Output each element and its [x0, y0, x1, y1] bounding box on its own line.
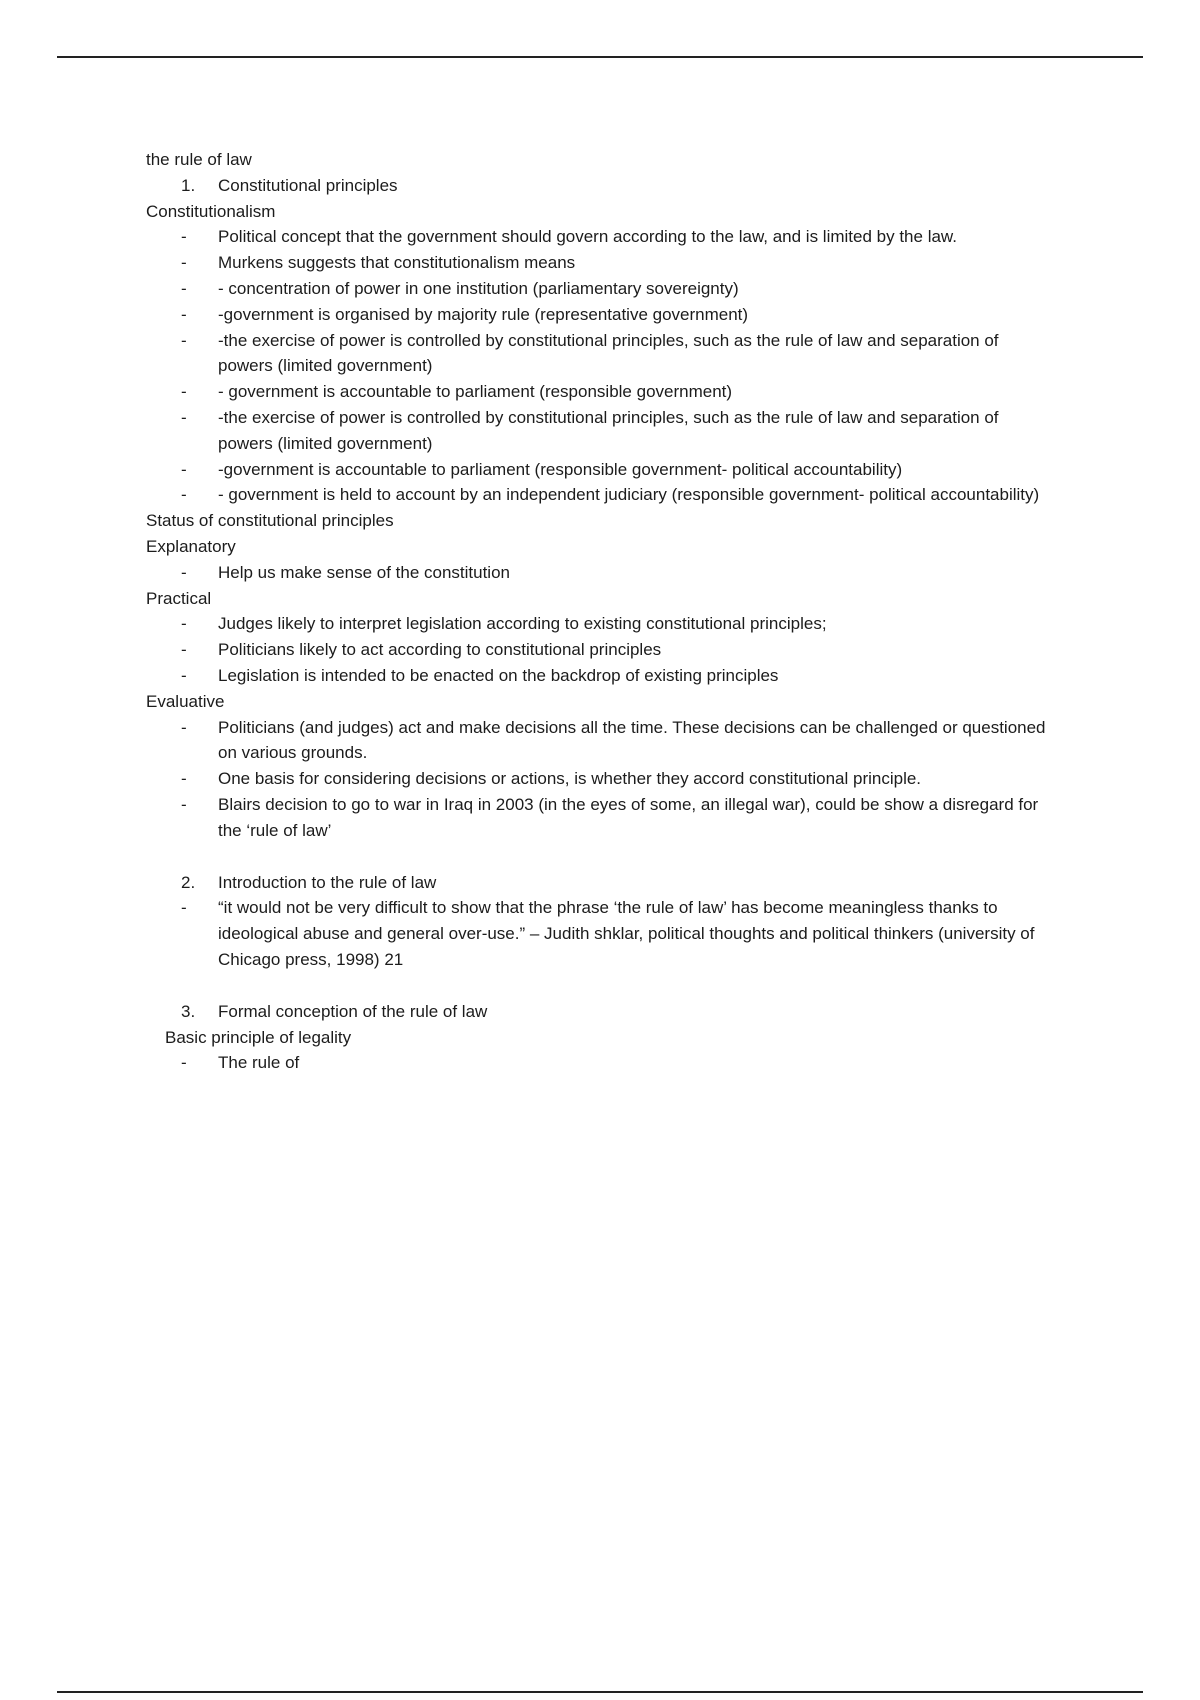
list-item-text: “it would not be very difficult to show that the phrase ‘the rule of law’ has become meaningless thanks to ideological abuse and general over-use.” – Judith shklar, political thoughts and political thinkers (university of Chicago press, 1998) 21 [218, 898, 1035, 969]
list-item-text: -government is accountable to parliament (responsible government- political accountability) [218, 459, 903, 479]
list-item [146, 457, 1046, 483]
list-item [146, 1050, 1046, 1076]
list-item [146, 715, 1046, 767]
section-2-heading [146, 870, 1046, 896]
list-item-text: -the exercise of power is controlled by constitutional principles, such as the rule of law and separation of powers (limited government) [218, 330, 999, 376]
subheading-status: Status of constitutional principles [146, 511, 394, 531]
bullet-dash: - [181, 717, 187, 737]
list-item [146, 405, 1046, 457]
section-title: Formal conception of the rule of law [218, 1001, 488, 1021]
section-1-heading [146, 173, 1046, 199]
list-item [146, 328, 1046, 380]
bullet-dash: - [181, 227, 187, 247]
bullet-dash: - [181, 407, 187, 427]
footer-rule [57, 1691, 1143, 1693]
list-item-text: Judges likely to interpret legislation according to existing constitutional principles; [218, 614, 827, 634]
subheading-legality: Basic principle of legality [165, 1027, 352, 1047]
bullet-dash: - [181, 769, 187, 789]
list-item [146, 611, 1046, 637]
list-item [146, 560, 1046, 586]
bullet-dash: - [181, 382, 187, 402]
list-item-text: - government is accountable to parliament (responsible government) [218, 382, 733, 402]
bullet-dash: - [181, 794, 187, 814]
bullet-dash: - [181, 330, 187, 350]
list-item-text: - government is held to account by an independent judiciary (responsible government- political accountability) [218, 485, 1040, 505]
list-item-text: -the exercise of power is controlled by constitutional principles, such as the rule of law and separation of powers (limited government) [218, 407, 999, 453]
section-3-heading [146, 999, 1046, 1025]
list-item-text: One basis for considering decisions or actions, is whether they accord constitutional principle. [218, 769, 922, 789]
bullet-dash: - [181, 562, 187, 582]
bullet-dash: - [181, 278, 187, 298]
header-rule [57, 56, 1143, 58]
section-number: 1. [181, 175, 196, 195]
document-title: the rule of law [146, 150, 252, 169]
bullet-dash: - [181, 1053, 187, 1073]
section-title: Constitutional principles [218, 175, 398, 195]
bullet-dash: - [181, 898, 187, 918]
subheading-constitutionalism: Constitutionalism [146, 201, 276, 221]
list-item [146, 250, 1046, 276]
list-item [146, 663, 1046, 689]
section-number: 2. [181, 872, 196, 892]
bullet-dash: - [181, 614, 187, 634]
list-item [146, 379, 1046, 405]
bullet-dash: - [181, 485, 187, 505]
list-item-text: - concentration of power in one institution (parliamentary sovereignty) [218, 278, 739, 298]
list-item-text: -government is organised by majority rule (representative government) [218, 304, 749, 324]
subheading-explanatory: Explanatory [146, 536, 236, 556]
list-item [146, 302, 1046, 328]
list-item-text: Political concept that the government should govern according to the law, and is limited by the law. [218, 227, 957, 247]
list-item [146, 224, 1046, 250]
list-item [146, 766, 1046, 792]
spacer [146, 973, 1046, 999]
bullet-dash: - [181, 640, 187, 660]
bullet-dash: - [181, 459, 187, 479]
list-item-text: Murkens suggests that constitutionalism means [218, 253, 576, 273]
bullet-dash: - [181, 253, 187, 273]
bullet-dash: - [181, 665, 187, 685]
section-number: 3. [181, 1001, 196, 1021]
list-item-text: Blairs decision to go to war in Iraq in 2003 (in the eyes of some, an illegal war), could be show a disregard for the ‘rule of law’ [218, 794, 1039, 840]
list-item-text: Legislation is intended to be enacted on the backdrop of existing principles [218, 665, 779, 685]
section-title: Introduction to the rule of law [218, 872, 437, 892]
subheading-evaluative: Evaluative [146, 691, 225, 711]
list-item [146, 792, 1046, 844]
document-body [146, 147, 1046, 1076]
bullet-dash: - [181, 304, 187, 324]
list-item [146, 482, 1046, 508]
list-item [146, 895, 1046, 972]
list-item [146, 276, 1046, 302]
spacer [146, 844, 1046, 870]
subheading-practical: Practical [146, 588, 212, 608]
list-item-text: Help us make sense of the constitution [218, 562, 510, 582]
list-item [146, 637, 1046, 663]
list-item-text: Politicians likely to act according to constitutional principles [218, 640, 662, 660]
list-item-text: The rule of [218, 1053, 300, 1073]
list-item-text: Politicians (and judges) act and make decisions all the time. These decisions can be challenged or questioned on various grounds. [218, 717, 1046, 763]
